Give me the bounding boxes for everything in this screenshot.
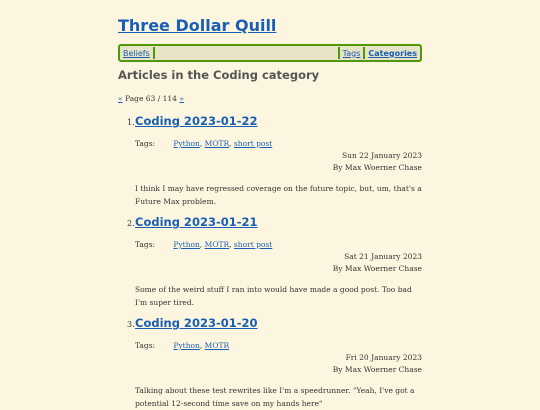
article-date: Fri 20 January 2023 — [345, 353, 422, 362]
article-title-link[interactable]: Coding 2023-01-21 — [135, 215, 258, 229]
article-author: By Max Woerner Chase — [332, 264, 422, 273]
page-indicator: Page 63 / 114 — [124, 94, 177, 103]
tag-link-python[interactable]: Python — [173, 341, 200, 350]
prev-page-link[interactable]: « — [118, 94, 123, 103]
pagination — [118, 94, 184, 103]
nav-bar — [118, 44, 422, 62]
article-title-link[interactable]: Coding 2023-01-20 — [135, 316, 258, 330]
article-date: Sat 21 January 2023 — [344, 252, 422, 261]
article-number: 3. — [127, 320, 135, 329]
article-summary: Talking about these test rewrites like I'm a speedrunner. "Yeah, I've got a potential 12-second time save on my hands here" — [135, 386, 415, 408]
article-title-link[interactable]: Coding 2023-01-22 — [135, 114, 258, 128]
article-summary: I think I may have regressed coverage on the future topic, but, um, that's a Future Max problem. — [135, 184, 422, 206]
nav-divider — [153, 47, 155, 59]
article-number: 2. — [127, 219, 135, 228]
tag-link-python[interactable]: Python — [173, 139, 200, 148]
tags-label: Tags: — [135, 341, 156, 350]
category-heading: Articles in the Coding category — [118, 68, 320, 82]
tags-label: Tags: — [135, 139, 156, 148]
tag-link-short-post[interactable]: short post — [233, 139, 273, 148]
article-author: By Max Woerner Chase — [332, 365, 422, 374]
article-number: 1. — [127, 118, 135, 127]
nav-categories-link[interactable]: Categories — [368, 48, 417, 58]
tags-label: Tags: — [135, 240, 156, 249]
article-author: By Max Woerner Chase — [332, 163, 422, 172]
nav-beliefs-link[interactable]: Beliefs — [123, 48, 150, 58]
tag-link-python[interactable]: Python — [173, 240, 200, 249]
nav-tags-link[interactable]: Tags — [342, 48, 361, 58]
tag-link-motr[interactable]: MOTR — [204, 139, 230, 148]
article-date: Sun 22 January 2023 — [341, 151, 422, 160]
tag-link-motr[interactable]: MOTR — [204, 341, 230, 350]
article-tags: Tags: Python, MOTR — [135, 341, 230, 350]
tag-link-short-post[interactable]: short post — [233, 240, 273, 249]
article-tags: Tags: Python, MOTR, short post — [135, 139, 273, 148]
site-title-link[interactable]: Three Dollar Quill — [118, 16, 277, 35]
article-summary: Some of the weird stuff I ran into would have made a good post. Too bad I'm super tired. — [135, 285, 412, 307]
article-tags: Tags: Python, MOTR, short post — [135, 240, 273, 249]
tag-link-motr[interactable]: MOTR — [204, 240, 230, 249]
next-page-link[interactable]: » — [179, 94, 184, 103]
